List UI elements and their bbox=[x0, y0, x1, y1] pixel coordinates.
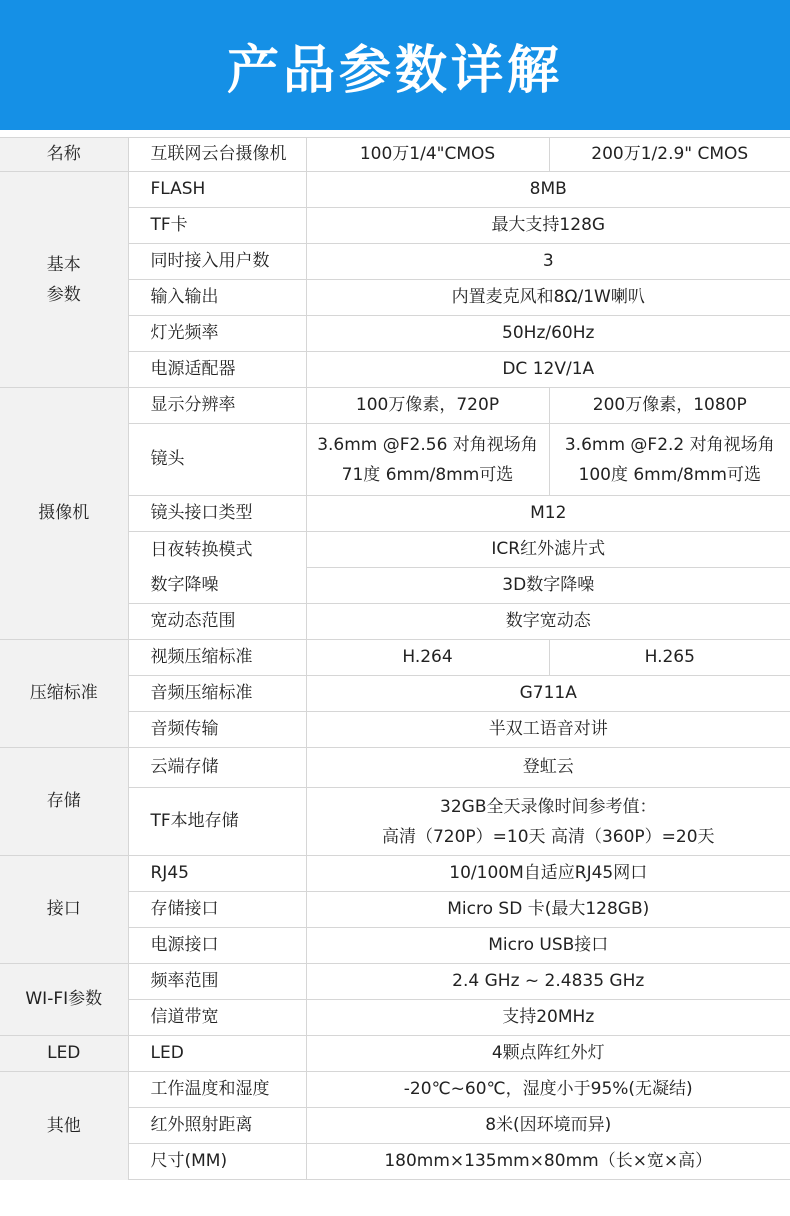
value-cell: 3.6mm @F2.56 对角视场角 71度 6mm/8mm可选 bbox=[306, 424, 549, 496]
value-cell: 内置麦克风和8Ω/1W喇叭 bbox=[306, 280, 790, 316]
param-cell: 互联网云台摄像机 bbox=[128, 138, 306, 172]
param-cell: 输入输出 bbox=[128, 280, 306, 316]
value-cell: -20℃~60℃，湿度小于95%(无凝结) bbox=[306, 1072, 790, 1108]
table-row bbox=[0, 856, 790, 892]
category-cell: 名称 bbox=[0, 138, 128, 172]
param-cell: 显示分辨率 bbox=[128, 388, 306, 424]
param-cell: 灯光频率 bbox=[128, 316, 306, 352]
value-cell: DC 12V/1A bbox=[306, 352, 790, 388]
value-cell: 支持20MHz bbox=[306, 1000, 790, 1036]
value-cell: Micro USB接口 bbox=[306, 928, 790, 964]
param-cell: 电源接口 bbox=[128, 928, 306, 964]
param-cell: 音频压缩标准 bbox=[128, 676, 306, 712]
value-cell: 登虹云 bbox=[306, 748, 790, 788]
value-cell: 32GB全天录像时间参考值： 高清（720P）=10天 高清（360P）=20天 bbox=[306, 788, 790, 856]
param-cell: 信道带宽 bbox=[128, 1000, 306, 1036]
table-row bbox=[0, 964, 790, 1000]
value-cell: ICR红外滤片式 bbox=[306, 532, 790, 568]
value-cell: 3.6mm @F2.2 对角视场角 100度 6mm/8mm可选 bbox=[549, 424, 790, 496]
param-cell: 存储接口 bbox=[128, 892, 306, 928]
param-cell: RJ45 bbox=[128, 856, 306, 892]
value-cell: Micro SD 卡(最大128GB) bbox=[306, 892, 790, 928]
category-cell: WI-FI参数 bbox=[0, 964, 128, 1036]
param-cell: 日夜转换模式 bbox=[128, 532, 306, 568]
param-cell: 工作温度和湿度 bbox=[128, 1072, 306, 1108]
param-cell: 宽动态范围 bbox=[128, 604, 306, 640]
table-row bbox=[0, 640, 790, 676]
category-cell: 接口 bbox=[0, 856, 128, 964]
value-cell: 最大支持128G bbox=[306, 208, 790, 244]
param-cell: FLASH bbox=[128, 172, 306, 208]
value-cell: 3 bbox=[306, 244, 790, 280]
param-cell: 镜头接口类型 bbox=[128, 496, 306, 532]
param-cell: 频率范围 bbox=[128, 964, 306, 1000]
value-cell: 2.4 GHz ~ 2.4835 GHz bbox=[306, 964, 790, 1000]
category-cell: 摄像机 bbox=[0, 388, 128, 640]
value-cell: H.265 bbox=[549, 640, 790, 676]
param-cell: TF本地存储 bbox=[128, 788, 306, 856]
category-cell: 其他 bbox=[0, 1072, 128, 1180]
page-title: 产品参数详解 bbox=[226, 40, 563, 101]
param-cell: TF卡 bbox=[128, 208, 306, 244]
value-cell: 100万像素，720P bbox=[306, 388, 549, 424]
category-cell: 存储 bbox=[0, 748, 128, 856]
param-cell: 红外照射距离 bbox=[128, 1108, 306, 1144]
param-cell: LED bbox=[128, 1036, 306, 1072]
value-cell: 3D数字降噪 bbox=[306, 568, 790, 604]
param-cell: 云端存储 bbox=[128, 748, 306, 788]
table-row bbox=[0, 172, 790, 208]
value-cell: 10/100M自适应RJ45网口 bbox=[306, 856, 790, 892]
table-row bbox=[0, 138, 790, 172]
param-cell: 电源适配器 bbox=[128, 352, 306, 388]
category-cell: 压缩标准 bbox=[0, 640, 128, 748]
table-row bbox=[0, 388, 790, 424]
param-cell: 数字降噪 bbox=[128, 568, 306, 604]
value-cell: 半双工语音对讲 bbox=[306, 712, 790, 748]
param-cell: 音频传输 bbox=[128, 712, 306, 748]
value-cell: 数字宽动态 bbox=[306, 604, 790, 640]
value-cell: 8MB bbox=[306, 172, 790, 208]
table-row bbox=[0, 1036, 790, 1072]
value-cell: 200万像素，1080P bbox=[549, 388, 790, 424]
param-cell: 尺寸(MM) bbox=[128, 1144, 306, 1180]
table-row bbox=[0, 748, 790, 788]
value-cell: M12 bbox=[306, 496, 790, 532]
param-cell: 同时接入用户数 bbox=[128, 244, 306, 280]
category-cell: LED bbox=[0, 1036, 128, 1072]
param-cell: 镜头 bbox=[128, 424, 306, 496]
value-cell: 180mm×135mm×80mm（长×宽×高） bbox=[306, 1144, 790, 1180]
spec-table bbox=[0, 137, 790, 1180]
value-cell: G711A bbox=[306, 676, 790, 712]
param-cell: 视频压缩标准 bbox=[128, 640, 306, 676]
value-cell: 200万1/2.9" CMOS bbox=[549, 138, 790, 172]
value-cell: 100万1/4"CMOS bbox=[306, 138, 549, 172]
value-cell: 8米(因环境而异) bbox=[306, 1108, 790, 1144]
category-cell: 基本 参数 bbox=[0, 172, 128, 388]
table-row bbox=[0, 1072, 790, 1108]
header-banner bbox=[0, 0, 790, 130]
value-cell: 4颗点阵红外灯 bbox=[306, 1036, 790, 1072]
value-cell: 50Hz/60Hz bbox=[306, 316, 790, 352]
value-cell: H.264 bbox=[306, 640, 549, 676]
